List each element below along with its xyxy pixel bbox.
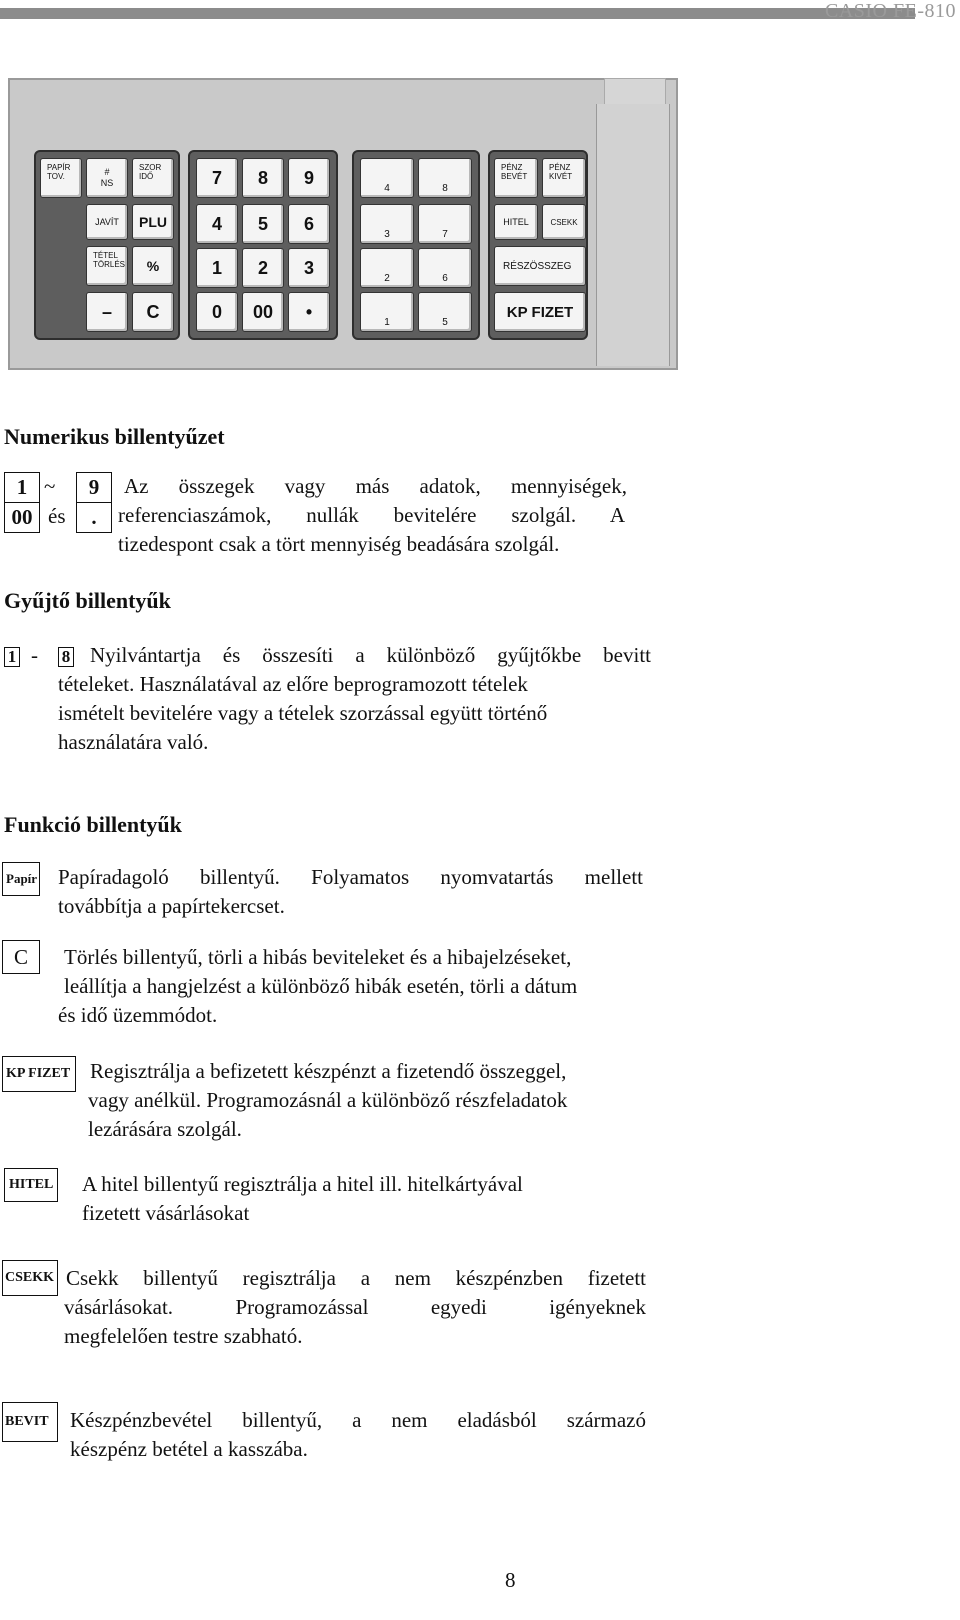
dept-key-2: 2: [360, 248, 414, 288]
digit-key-panel: [188, 150, 338, 340]
key-box-9: 9: [76, 472, 112, 503]
digit-key-00: 00: [242, 292, 284, 332]
dept-box-1: 1: [4, 647, 20, 667]
clear-line-1: Törlés billentyű, törli a hibás beviteleket és a hibajelzéseket,: [64, 945, 572, 969]
collector-line-3: ismételt bevitelére vagy a tételek szorzással együtt történő: [58, 701, 548, 725]
ns-key: # NS: [86, 158, 128, 198]
dept-box-8: 8: [58, 647, 74, 667]
cash-total-key-illustration: KP FIZET: [494, 292, 586, 332]
tilde: ~: [44, 474, 56, 498]
collector-heading: Gyűjtő billentyűk: [4, 588, 171, 613]
plu-key: PLU: [132, 204, 174, 240]
deposit-line-2: készpénz betétel a kasszába.: [70, 1437, 308, 1461]
numeric-line-3: tizedespont csak a tört mennyiség beadására szolgál.: [118, 532, 560, 556]
dept-key-1: 1: [360, 292, 414, 332]
collector-line-2: tételeket. Használatával az előre beprogramozott tételek: [58, 672, 528, 696]
right-key-panel: [488, 150, 588, 340]
keyboard-side-strip: [596, 104, 670, 366]
decimal-point-key: •: [288, 292, 330, 332]
header-title: CASIO FE-810: [824, 0, 956, 22]
collector-line-1: Nyilvántartja és összesíti a különböző gyűjtőkbe bevitt: [90, 643, 651, 667]
key-box-1: 1: [4, 472, 40, 503]
key-box-kp-fizet: KP FIZET: [2, 1056, 76, 1092]
digit-key-9: 9: [288, 158, 330, 198]
cash-line-1: Regisztrálja a befizetett készpénzt a fizetendő összeggel,: [90, 1059, 567, 1083]
dept-key-6: 6: [418, 248, 472, 288]
digit-key-3: 3: [288, 248, 330, 288]
cash-out-key: PÉNZ KIVÉT: [542, 158, 586, 198]
numeric-heading: Numerikus billentyűzet: [4, 424, 225, 449]
credit-line-1: A hitel billentyű regisztrálja a hitel ill. hitelkártyával: [82, 1172, 523, 1196]
digit-key-2: 2: [242, 248, 284, 288]
digit-key-5: 5: [242, 204, 284, 244]
digit-key-1: 1: [196, 248, 238, 288]
check-line-2: vásárlásokat. Programozással egyedi igényeknek: [64, 1295, 646, 1319]
key-box-hitel: HITEL: [4, 1168, 58, 1202]
cash-in-key: PÉNZ BEVÉT: [494, 158, 538, 198]
header-bar: [0, 8, 915, 19]
credit-line-2: fizetett vásárlásokat: [82, 1201, 250, 1225]
percent-key: %: [132, 246, 174, 286]
dash: -: [31, 643, 38, 667]
digit-key-7: 7: [196, 158, 238, 198]
digit-key-8: 8: [242, 158, 284, 198]
numeric-line-1: Az összegek vagy más adatok, mennyiségek,: [124, 474, 627, 498]
es-text: és: [48, 504, 66, 528]
paper-line-1: Papíradagoló billentyű. Folyamatos nyomvatartás mellett: [58, 865, 643, 889]
department-key-panel: [352, 150, 480, 340]
cash-line-3: lezárására szolgál.: [88, 1117, 242, 1141]
paper-line-2: továbbítja a papírtekercset.: [58, 894, 285, 918]
left-key-panel: [34, 150, 180, 340]
correct-key: JAVÍT: [86, 204, 128, 240]
key-box-csekk: CSEKK: [2, 1260, 58, 1296]
check-line-1: Csekk billentyű regisztrálja a nem készpénzben fizetett: [66, 1266, 646, 1290]
digit-key-4: 4: [196, 204, 238, 244]
clear-line-3: és idő üzemmódot.: [58, 1003, 218, 1027]
page-number: 8: [505, 1568, 516, 1592]
check-line-3: megfelelően testre szabható.: [64, 1324, 303, 1348]
digit-key-0: 0: [196, 292, 238, 332]
digit-key-6: 6: [288, 204, 330, 244]
dept-key-5: 5: [418, 292, 472, 332]
clear-key-illustration: C: [132, 292, 174, 332]
key-box-bevit: BEVIT: [2, 1402, 58, 1442]
deposit-line-1: Készpénzbevétel billentyű, a nem eladásból származó: [70, 1408, 646, 1432]
dept-key-4: 4: [360, 158, 414, 198]
dept-key-8: 8: [418, 158, 472, 198]
check-key-illustration: CSEKK: [542, 204, 586, 240]
key-box-c: C: [2, 940, 40, 974]
subtotal-key: RÉSZÖSSZEG: [494, 246, 586, 286]
time-key: SZOR IDŐ: [132, 158, 174, 198]
dept-key-7: 7: [418, 204, 472, 244]
credit-key-illustration: HITEL: [494, 204, 538, 240]
key-box-00: 00: [4, 502, 40, 533]
minus-key: –: [86, 292, 128, 332]
dept-key-3: 3: [360, 204, 414, 244]
numeric-line-2: referenciaszámok, nullák bevitelére szolgál. A: [118, 503, 625, 527]
key-box-paper: Papír: [2, 862, 40, 896]
collector-line-4: használatára való.: [58, 730, 209, 754]
function-heading: Funkció billentyűk: [4, 812, 182, 837]
clear-line-2: leállítja a hangjelzést a különböző hibák esetén, törli a dátum: [64, 974, 578, 998]
cash-line-2: vagy anélkül. Programozásnál a különböző részfeladatok: [88, 1088, 568, 1112]
paper-feed-key: PAPÍR TOV.: [40, 158, 82, 198]
key-box-dot: .: [76, 502, 112, 533]
item-delete-key: TÉTEL TÖRLÉS: [86, 246, 128, 286]
